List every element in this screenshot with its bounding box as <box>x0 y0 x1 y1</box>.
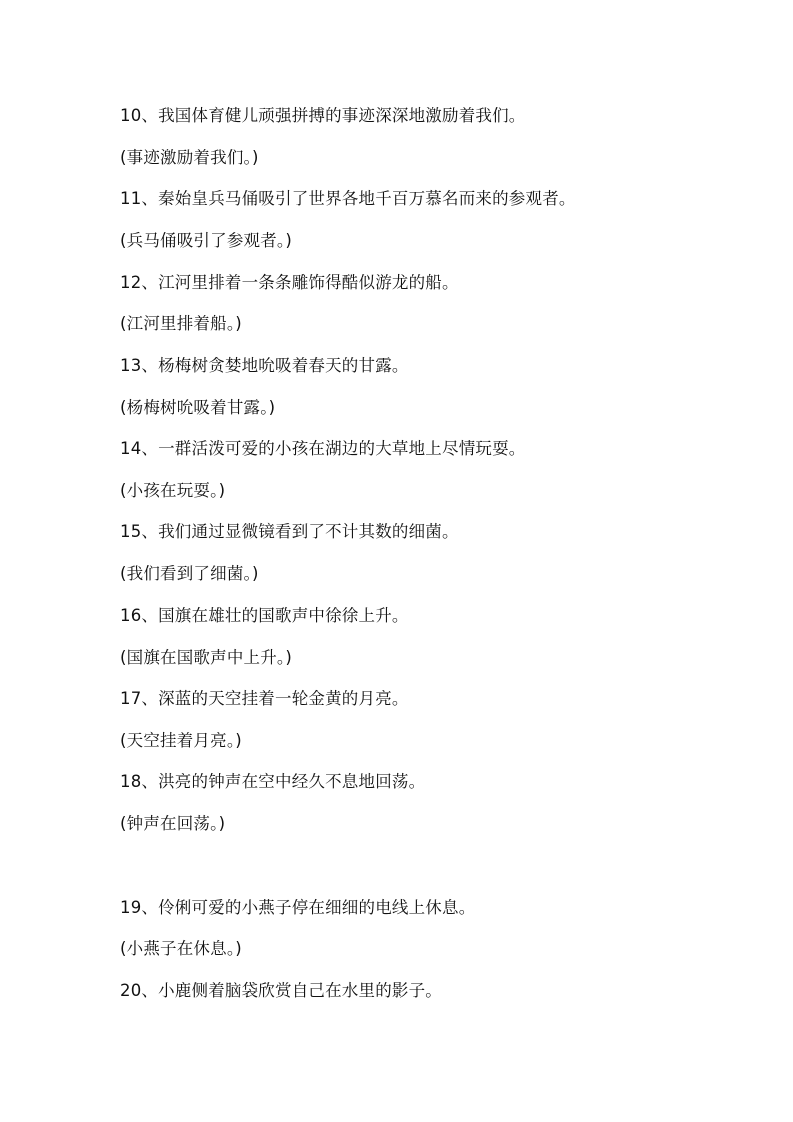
answer-17: (天空挂着月亮。) <box>120 731 242 750</box>
sentence-12: 12、江河里排着一条条雕饰得酷似游龙的船。 <box>120 273 459 292</box>
answer-14: (小孩在玩耍。) <box>120 481 226 500</box>
sentence-17: 17、深蓝的天空挂着一轮金黄的月亮。 <box>120 689 409 708</box>
answer-11: (兵马俑吸引了参观者。) <box>120 231 293 250</box>
sentence-11: 11、秦始皇兵马俑吸引了世界各地千百万慕名而来的参观者。 <box>120 189 576 208</box>
sentence-14: 14、一群活泼可爱的小孩在湖边的大草地上尽情玩耍。 <box>120 439 526 458</box>
sentence-18: 18、洪亮的钟声在空中经久不息地回荡。 <box>120 772 426 791</box>
sentence-16: 16、国旗在雄壮的国歌声中徐徐上升。 <box>120 606 409 625</box>
answer-19: (小燕子在休息。) <box>120 939 242 958</box>
sentence-13: 13、杨梅树贪婪地吮吸着春天的甘露。 <box>120 356 409 375</box>
answer-18: (钟声在回荡。) <box>120 814 226 833</box>
answer-12: (江河里排着船。) <box>120 314 242 333</box>
sentence-20: 20、小鹿侧着脑袋欣赏自己在水里的影子。 <box>120 981 442 1000</box>
answer-10: (事迹激励着我们。) <box>120 148 259 167</box>
answer-13: (杨梅树吮吸着甘露。) <box>120 398 276 417</box>
answer-15: (我们看到了细菌。) <box>120 564 259 583</box>
answer-16: (国旗在国歌声中上升。) <box>120 648 293 667</box>
sentence-19: 19、伶俐可爱的小燕子停在细细的电线上休息。 <box>120 898 476 917</box>
sentence-10: 10、我国体育健儿顽强拼搏的事迹深深地激励着我们。 <box>120 106 526 125</box>
sentence-15: 15、我们通过显微镜看到了不计其数的细菌。 <box>120 522 459 541</box>
